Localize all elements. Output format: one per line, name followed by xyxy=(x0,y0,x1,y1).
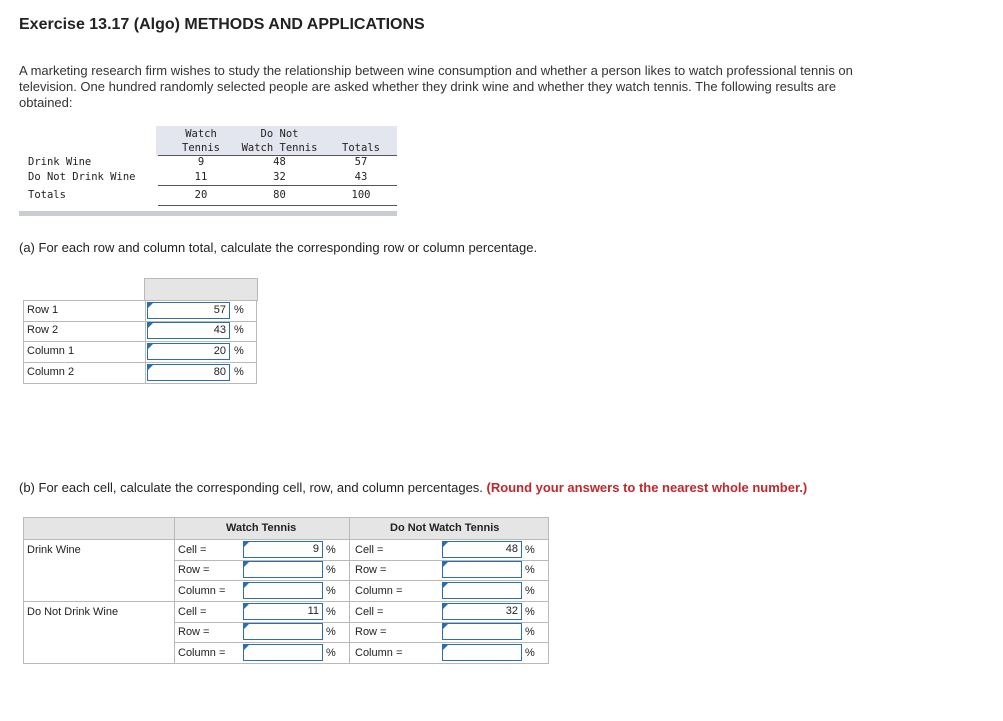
wine-watch-row-input[interactable] xyxy=(243,561,323,578)
cell-value: 48 xyxy=(273,156,286,168)
cell-value: 57 xyxy=(354,156,368,168)
nowine-watch-row-input[interactable] xyxy=(243,623,323,640)
percent-sign: % xyxy=(326,585,336,597)
row-label: Column 2 xyxy=(27,366,75,378)
percent-sign: % xyxy=(326,544,336,556)
nowine-notwatch-cell-input[interactable]: 32 xyxy=(442,603,522,620)
header-watch-tennis: Watch Tennis xyxy=(226,522,297,534)
row-pct-label: Row = xyxy=(355,626,387,638)
cell-value: 100 xyxy=(351,189,371,201)
nowine-watch-cell-input[interactable]: 11 xyxy=(243,603,323,620)
header-not-watch-tennis: Do Not Watch Tennis xyxy=(390,522,500,534)
part-b-question xyxy=(19,480,807,495)
percent-sign: % xyxy=(234,304,244,316)
wine-notwatch-row-input[interactable] xyxy=(442,561,522,578)
col-pct-label: Column = xyxy=(355,647,403,659)
col-header-watch-1: Watch xyxy=(185,128,217,140)
cell-label: Cell = xyxy=(178,544,207,556)
answer-input-col2[interactable]: 80 xyxy=(147,364,230,381)
cell-label: Cell = xyxy=(355,606,384,618)
cell-value: 43 xyxy=(354,171,368,183)
percent-sign: % xyxy=(326,564,336,576)
row-pct-label: Row = xyxy=(178,626,210,638)
row-label-no-wine: Do Not Drink Wine xyxy=(27,606,119,618)
answer-input-col1[interactable]: 20 xyxy=(147,343,230,360)
nowine-watch-col-input[interactable] xyxy=(243,644,323,661)
page-title: Exercise 13.17 (Algo) METHODS AND APPLICATIONS xyxy=(19,16,425,33)
answer-input-row2[interactable]: 43 xyxy=(147,322,230,339)
percent-sign: % xyxy=(525,544,535,556)
row-label: Row 2 xyxy=(27,324,59,336)
cell-label: Cell = xyxy=(355,544,384,556)
wine-watch-col-input[interactable] xyxy=(243,582,323,599)
cell-value: 80 xyxy=(273,189,286,201)
percent-sign: % xyxy=(326,626,336,638)
col-header-totals: Totals xyxy=(342,142,380,154)
percent-sign: % xyxy=(234,366,244,378)
col-header-watch-2: Tennis xyxy=(182,142,220,154)
table-row xyxy=(23,300,257,322)
part-b-question-text: (b) For each cell, calculate the corresponding cell, row, and column percentages. xyxy=(19,480,483,495)
col-header-notwatch-2: Watch Tennis xyxy=(241,142,318,154)
answer-input-row1[interactable]: 57 xyxy=(147,302,230,319)
percent-sign: % xyxy=(326,606,336,618)
cell-label: Cell = xyxy=(178,606,207,618)
row-label: Row 1 xyxy=(27,304,59,316)
percent-sign: % xyxy=(525,585,535,597)
col-header-notwatch-1: Do Not xyxy=(260,128,299,140)
data-table-footer-bar xyxy=(19,211,397,216)
bottom-rule xyxy=(158,205,397,206)
part-a-question: (a) For each row and column total, calculate the corresponding row or column percentage. xyxy=(19,240,538,255)
part-b-table xyxy=(23,517,549,664)
nowine-notwatch-col-input[interactable] xyxy=(442,644,522,661)
cell-value: 9 xyxy=(197,156,205,168)
data-table xyxy=(19,126,397,218)
row-label-drink-wine: Drink Wine xyxy=(27,544,81,556)
percent-sign: % xyxy=(234,324,244,336)
col-pct-label: Column = xyxy=(178,585,226,597)
problem-intro: A marketing research firm wishes to study the relationship between wine consumption and whether a person likes to watch professional tennis on television. One hundred randomly selected people are asked whether they drink wine and whether they watch tennis. The following results are obtained: xyxy=(19,63,853,110)
row-label-no-wine: Do Not Drink Wine xyxy=(28,171,136,183)
totals-rule xyxy=(158,185,397,186)
percent-sign: % xyxy=(525,647,535,659)
percent-sign: % xyxy=(525,564,535,576)
wine-notwatch-col-input[interactable] xyxy=(442,582,522,599)
cell-value: 32 xyxy=(273,171,286,183)
table-row xyxy=(23,363,257,384)
row-label-totals: Totals xyxy=(28,189,66,201)
row-pct-label: Row = xyxy=(355,564,387,576)
rounding-hint: (Round your answers to the nearest whole number.) xyxy=(486,480,808,495)
percent-sign: % xyxy=(234,345,244,357)
nowine-notwatch-row-input[interactable] xyxy=(442,623,522,640)
table-row xyxy=(23,342,257,363)
part-a-header xyxy=(144,278,258,301)
cell-value: 20 xyxy=(194,189,208,201)
percent-sign: % xyxy=(525,626,535,638)
cell-value: 11 xyxy=(194,171,208,183)
percent-sign: % xyxy=(525,606,535,618)
table-row xyxy=(23,321,257,342)
row-pct-label: Row = xyxy=(178,564,210,576)
col-pct-label: Column = xyxy=(355,585,403,597)
row-label-drink-wine: Drink Wine xyxy=(28,156,92,168)
percent-sign: % xyxy=(326,647,336,659)
wine-watch-cell-input[interactable]: 9 xyxy=(243,541,323,558)
row-label: Column 1 xyxy=(27,345,75,357)
wine-notwatch-cell-input[interactable]: 48 xyxy=(442,541,522,558)
col-pct-label: Column = xyxy=(178,647,226,659)
